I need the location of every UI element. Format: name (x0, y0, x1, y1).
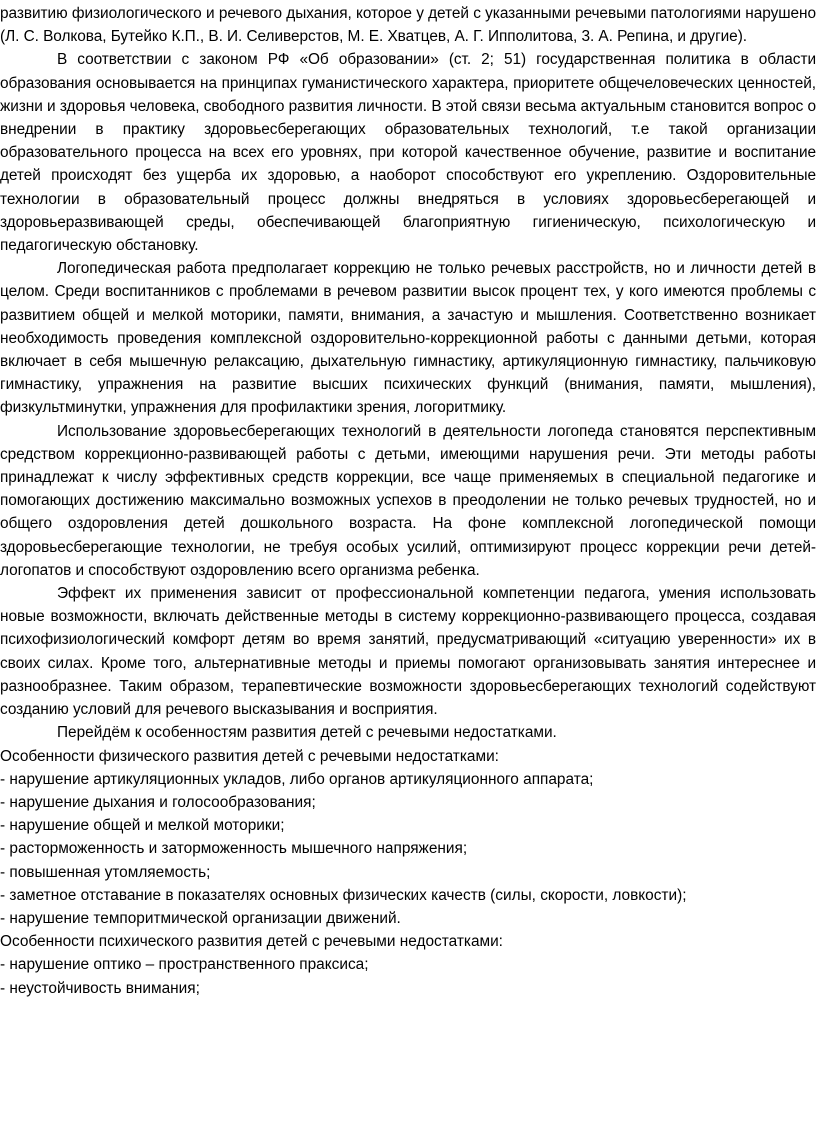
mental-heading: Особенности психического развития детей с речевыми недостатками: (0, 933, 503, 951)
list-item: - расторможенность и заторможенность мышечного напряжения; (0, 840, 468, 858)
paragraph-speech-therapy-work: Логопедическая работа предполагает коррекцию не только речевых расстройств, но и личности детей в целом. Среди воспитанников с проблемами в речевом развитии высок процент тех, у кого имеются проблемы с развитием общей и мелкой моторики, памяти, внимания, а зачастую и мышления. Соответственно возникает необходимость проведения комплексной оздоровительно-коррекционной работы с данными детьми, которая включает в себя мышечную релаксацию, дыхательную гимнастику, артикуляционную гимнастику, пальчиковую гимнастику, упражнения на развитие высших психических функций (внимания, памяти, мышления), физкультминутки, упражнения для профилактики зрения, логоритмику. (0, 260, 816, 417)
paragraph-continuation: развитию физиологического и речевого дыхания, которое у детей с указанными речевыми патологиями нарушено (Л. С. Волкова, Бутейко К.П., В. И. Селиверстов, М. Е. Хватцев, А. Г. Ипполитова, 3. А. Репина, и другие). (0, 5, 816, 46)
list-item: - нарушение дыхания и голосообразования; (0, 793, 316, 811)
paragraph-effect: Эффект их применения зависит от профессиональной компетенции педагога, умения использовать новые возможности, включать действенные методы в систему коррекционно-развивающего процесса, создавая психофизиологический комфорт детям во время занятий, предусматривающий «ситуацию уверенности» их в своих силах. Кроме того, альтернативные методы и приемы помогают организовывать занятия интереснее и разнообразнее. Таким образом, терапевтические возможности здоровьесберегающих технологий содействуют созданию условий для речевого высказывания и восприятия. (0, 585, 816, 719)
transition-line: Перейдём к особенностям развития детей с речевыми недостатками. (57, 724, 557, 742)
paragraph-health-technologies: Использование здоровьесберегающих технологий в деятельности логопеда становятся перспективным средством коррекционно-развивающей работы с детьми, имеющими нарушения речи. Эти методы работы принадлежат к числу эффективных средств коррекции, все чаще применяемых в специальной педагогике и помогающих достижению максимально возможных успехов в преодолении не только речевых трудностей, но и общего оздоровления детей дошкольного возраста. На фоне комплексной логопедической помощи здоровьесберегающие технологии, не требуя особых усилий, оптимизируют процесс коррекции речи детей-логопатов и способствуют оздоровлению всего организма ребенка. (0, 422, 816, 579)
list-item: - заметное отставание в показателях основных физических качеств (силы, скорости, ловкости); (0, 886, 687, 904)
list-item: - повышенная утомляемость; (0, 863, 211, 881)
list-item: - неустойчивость внимания; (0, 979, 200, 997)
list-item: - нарушение артикуляционных укладов, либо органов артикуляционного аппарата; (0, 770, 594, 788)
list-item: - нарушение оптико – пространственного праксиса; (0, 956, 369, 974)
list-item: - нарушение общей и мелкой моторики; (0, 817, 285, 835)
list-item: - нарушение темпоритмической организации движений. (0, 909, 401, 927)
physical-heading: Особенности физического развития детей с речевыми недостатками: (0, 747, 499, 765)
paragraph-education-law: В соответствии с законом РФ «Об образовании» (ст. 2; 51) государственная политика в области образования основывается на принципах гуманистического характера, приоритете общечеловеческих ценностей, жизни и здоровья человека, свободного развития личности. В этой связи весьма актуальным становится вопрос о внедрении в практику здоровьесберегающих образовательных технологий, т.е такой организации образовательного процесса на всех его уровнях, при которой качественное обучение, развитие и воспитание детей происходят без ущерба их здоровью, а наоборот способствуют его укреплению. Оздоровительные технологии в образовательный процесс должны внедряться в условиях здоровьесберегающей и здоровьеразвивающей среды, обеспечивающей благоприятную гигиеническую, психологическую и педагогическую обстановку. (0, 51, 816, 255)
